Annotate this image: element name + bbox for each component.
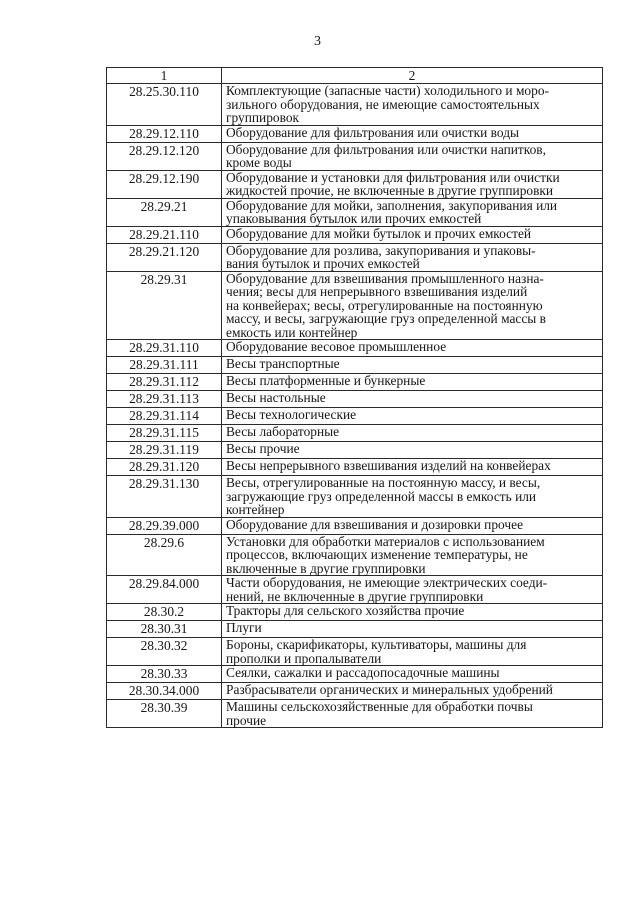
table-row (107, 576, 603, 604)
description-cell: Оборудование весовое промышленное (222, 340, 603, 357)
description-cell: Весы настольные (222, 391, 603, 408)
table-row (107, 517, 603, 534)
code-cell: 28.29.31.111 (107, 357, 222, 374)
table-row (107, 391, 603, 408)
table-row (107, 425, 603, 442)
code-cell: 28.29.31.114 (107, 408, 222, 425)
description-cell: Весы платформенные и бункерные (222, 374, 603, 391)
code-cell: 28.29.31.115 (107, 425, 222, 442)
description-cell: Оборудование для мойки, заполнения, закупоривания или упаковывания бутылок или прочих емкостей (222, 198, 603, 226)
code-cell: 28.29.21.120 (107, 243, 222, 271)
code-cell: 28.29.21 (107, 198, 222, 226)
table-row (107, 170, 603, 198)
table-row (107, 340, 603, 357)
table-row (107, 666, 603, 683)
table-row (107, 142, 603, 170)
description-cell: Сеялки, сажалки и рассадопосадочные машины (222, 666, 603, 683)
code-cell: 28.29.12.190 (107, 170, 222, 198)
description-cell: Плуги (222, 621, 603, 638)
table-row (107, 271, 603, 340)
table-row (107, 621, 603, 638)
table-row (107, 459, 603, 476)
table-body (107, 84, 603, 728)
code-cell: 28.29.12.120 (107, 142, 222, 170)
table-row (107, 243, 603, 271)
table-row (107, 534, 603, 576)
table-header-row (107, 68, 603, 84)
page-number: 3 (314, 34, 321, 49)
description-cell: Весы прочие (222, 442, 603, 459)
code-cell: 28.29.31 (107, 271, 222, 340)
description-cell: Оборудование для мойки бутылок и прочих емкостей (222, 226, 603, 243)
description-cell: Оборудование для взвешивания промышленного назна- чения; весы для непрерывного взвешивания изделий на конвейерах; весы, отрегулированные на постоянную массу, и весы, загружающие груз определенной массы в емкость или контейнер (222, 271, 603, 340)
code-cell: 28.29.31.119 (107, 442, 222, 459)
description-cell: Оборудование для фильтрования или очистки воды (222, 125, 603, 142)
column-header-2: 2 (222, 68, 603, 84)
table-row (107, 198, 603, 226)
table-row (107, 357, 603, 374)
table-row (107, 604, 603, 621)
description-cell: Комплектующие (запасные части) холодильного и моро- зильного оборудования, не имеющие самостоятельных группировок (222, 84, 603, 126)
table-row (107, 683, 603, 700)
code-cell: 28.29.12.110 (107, 125, 222, 142)
table-row (107, 700, 603, 728)
description-cell: Машины сельскохозяйственные для обработки почвы прочие (222, 700, 603, 728)
code-cell: 28.29.6 (107, 534, 222, 576)
code-cell: 28.29.31.112 (107, 374, 222, 391)
description-cell: Установки для обработки материалов с использованием процессов, включающих изменение температуры, не включенные в другие группировки (222, 534, 603, 576)
code-cell: 28.30.39 (107, 700, 222, 728)
code-cell: 28.29.31.130 (107, 476, 222, 518)
description-cell: Весы, отрегулированные на постоянную массу, и весы, загружающие груз определенной массы в емкость или контейнер (222, 476, 603, 518)
description-cell: Разбрасыватели органических и минеральных удобрений (222, 683, 603, 700)
table-row (107, 476, 603, 518)
code-cell: 28.29.39.000 (107, 517, 222, 534)
description-cell: Весы непрерывного взвешивания изделий на конвейерах (222, 459, 603, 476)
table-row (107, 84, 603, 126)
description-cell: Весы транспортные (222, 357, 603, 374)
code-cell: 28.30.34.000 (107, 683, 222, 700)
description-cell: Весы технологические (222, 408, 603, 425)
code-cell: 28.30.32 (107, 638, 222, 666)
description-cell: Весы лабораторные (222, 425, 603, 442)
description-cell: Оборудование для взвешивания и дозировки прочее (222, 517, 603, 534)
column-header-1: 1 (107, 68, 222, 84)
code-cell: 28.29.84.000 (107, 576, 222, 604)
table-row (107, 374, 603, 391)
code-cell: 28.30.2 (107, 604, 222, 621)
table-row (107, 125, 603, 142)
table-row (107, 408, 603, 425)
code-cell: 28.29.31.110 (107, 340, 222, 357)
table-row (107, 638, 603, 666)
code-cell: 28.29.31.113 (107, 391, 222, 408)
code-cell: 28.30.33 (107, 666, 222, 683)
description-cell: Бороны, скарификаторы, культиваторы, машины для прополки и пропалыватели (222, 638, 603, 666)
description-cell: Оборудование и установки для фильтрования или очистки жидкостей прочие, не включенные в другие группировки (222, 170, 603, 198)
code-cell: 28.25.30.110 (107, 84, 222, 126)
table-row (107, 442, 603, 459)
code-cell: 28.29.31.120 (107, 459, 222, 476)
table-row (107, 226, 603, 243)
code-cell: 28.29.21.110 (107, 226, 222, 243)
description-cell: Оборудование для фильтрования или очистки напитков, кроме воды (222, 142, 603, 170)
description-cell: Части оборудования, не имеющие электрических соеди- нений, не включенные в другие группировки (222, 576, 603, 604)
description-cell: Тракторы для сельского хозяйства прочие (222, 604, 603, 621)
code-cell: 28.30.31 (107, 621, 222, 638)
description-cell: Оборудование для розлива, закупоривания и упаковы- вания бутылок и прочих емкостей (222, 243, 603, 271)
classification-table (106, 67, 603, 728)
